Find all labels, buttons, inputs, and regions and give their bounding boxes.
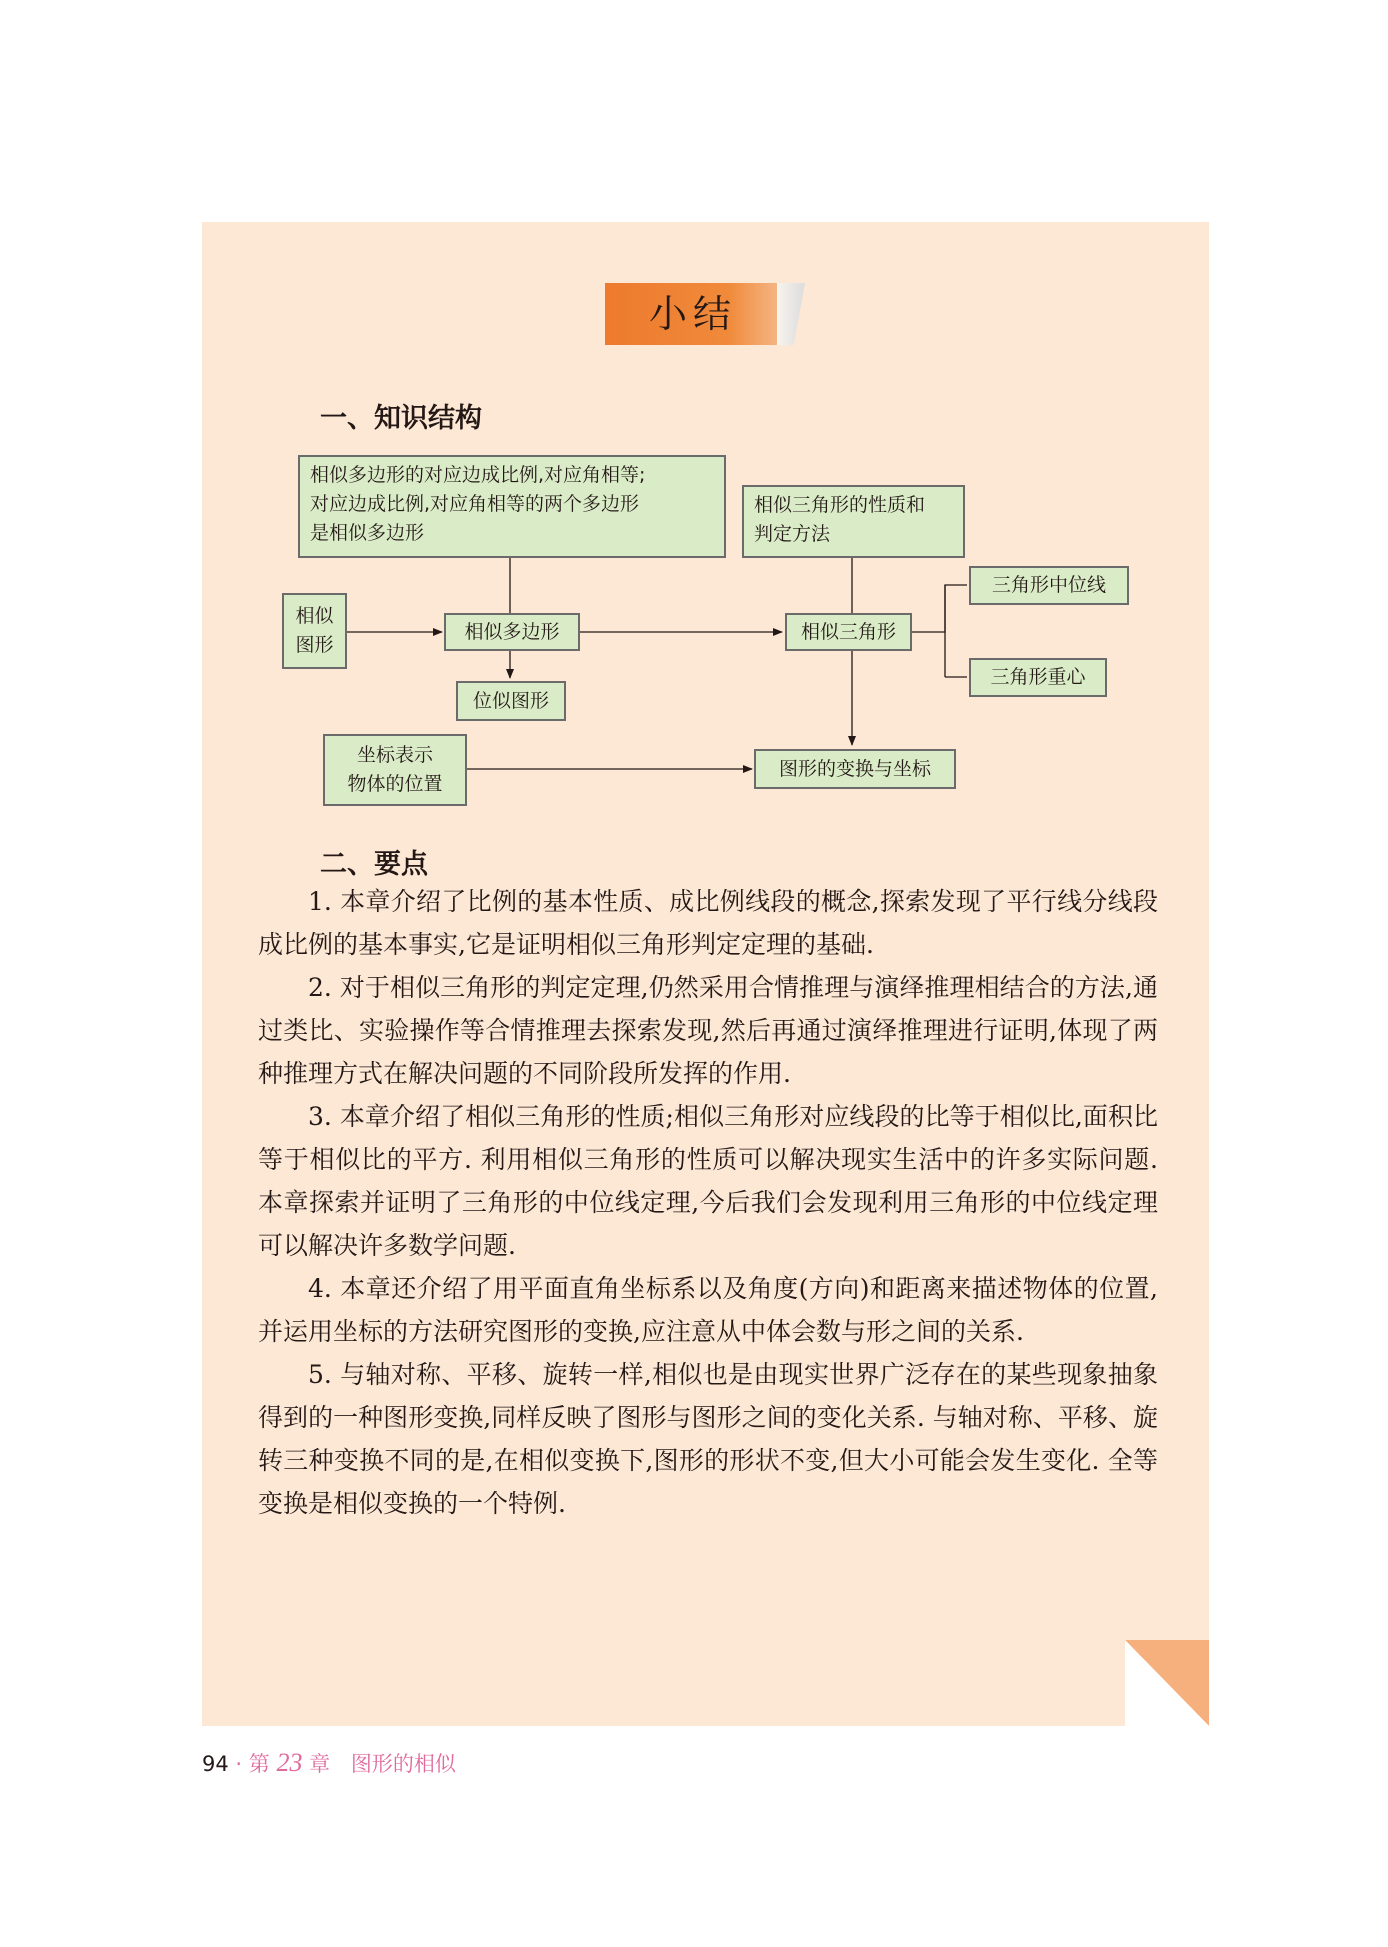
footer-dot: · [235, 1752, 243, 1776]
page-number: 94 [202, 1752, 229, 1776]
box-similar-figures [282, 593, 347, 669]
box-coordinates-line-2: 物体的位置 [347, 773, 443, 795]
section-heading-structure: 一、知识结构 [320, 403, 482, 434]
key-point-1: 1. 本章介绍了比例的基本性质、成比例线段的概念,探索发现了平行线分线段成比例的基本事实,它是证明相似三角形判定定理的基础. [258, 887, 1158, 959]
box-triangle-properties [742, 485, 965, 558]
chapter-number: 23 [276, 1748, 303, 1777]
box-properties-line-1: 相似三角形的性质和 [754, 494, 926, 516]
key-point-2: 2. 对于相似三角形的判定定理,仍然采用合情推理与演绎推理相结合的方法,通过类比、实验操作等合情推理去探索发现,然后再通过演绎推理进行证明,体现了两种推理方式在解决问题的不同阶段所发挥的作用. [258, 973, 1158, 1088]
chapter-suffix: 章 [309, 1752, 331, 1776]
section-heading-key-points: 二、要点 [320, 849, 428, 880]
key-point-3: 3. 本章介绍了相似三角形的性质;相似三角形对应线段的比等于相似比,面积比等于相似比的平方. 利用相似三角形的性质可以解决现实生活中的许多实际问题. 本章探索并证明了三角形的中位线定理,今后我们会发现利用三角形的中位线定理可以解决许多数学问题. [258, 1102, 1158, 1260]
key-points-list [258, 880, 1158, 1525]
box-definition-line-1: 相似多边形的对应边成比例,对应角相等; [310, 464, 646, 486]
page-footer [202, 1748, 456, 1778]
box-properties-line-2: 判定方法 [754, 523, 831, 545]
box-triangle-midline: 三角形中位线 [969, 566, 1129, 605]
connector-triangles-to-midline-centroid [912, 585, 967, 632]
key-point-4: 4. 本章还介绍了用平面直角坐标系以及角度(方向)和距离来描述物体的位置,并运用坐标的方法研究图形的变换,应注意从中体会数与形之间的关系. [258, 1274, 1158, 1346]
box-coordinates-line-1: 坐标表示 [356, 744, 433, 766]
box-figures-line-2: 图形 [295, 634, 334, 656]
chapter-prefix: 第 [248, 1752, 270, 1776]
box-similar-polygons: 相似多边形 [444, 613, 580, 651]
box-transform-coordinates: 图形的变换与坐标 [754, 749, 956, 789]
key-point-5: 5. 与轴对称、平移、旋转一样,相似也是由现实世界广泛存在的某些现象抽象得到的一种图形变换,同样反映了图形与图形之间的变化关系. 与轴对称、平移、旋转三种变换不同的是,在相似变换下,图形的形状不变,但大小可能会发生变化. 全等变换是相似变换的一个特例. [258, 1360, 1158, 1518]
box-definition-line-2: 对应边成比例,对应角相等的两个多边形 [310, 493, 640, 515]
box-figures-line-1: 相似 [295, 605, 334, 627]
box-coordinates [323, 734, 467, 806]
box-triangle-centroid: 三角形重心 [969, 658, 1107, 697]
box-polygon-definition [298, 455, 726, 558]
box-similar-triangles: 相似三角形 [785, 613, 912, 651]
page-title: 小结 [648, 292, 737, 336]
box-homothety: 位似图形 [456, 681, 566, 721]
chapter-title: 图形的相似 [350, 1752, 456, 1776]
box-definition-line-3: 是相似多边形 [310, 522, 425, 544]
